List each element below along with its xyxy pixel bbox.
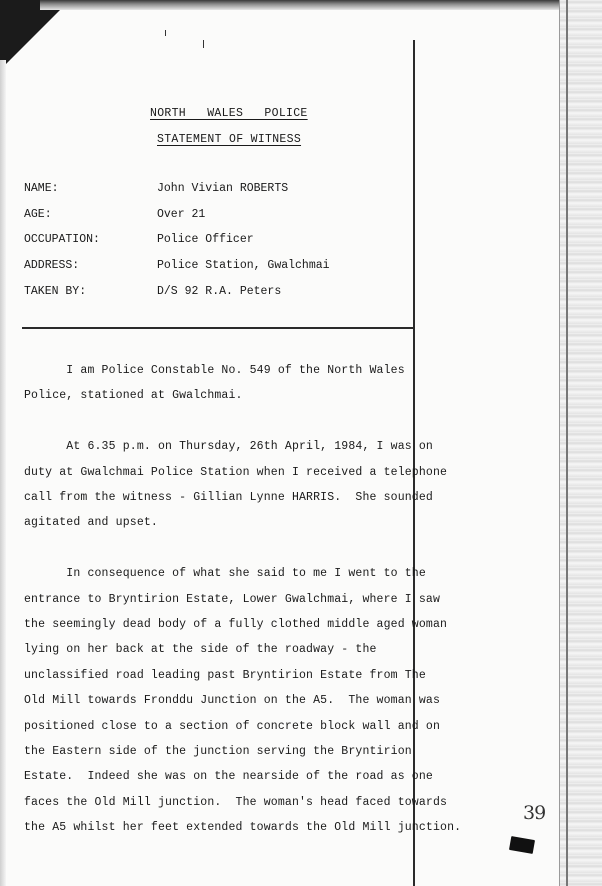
occupation-value: Police Officer	[157, 233, 254, 246]
statement-line: Old Mill towards Fronddu Junction on the A5. The woman was	[24, 694, 441, 707]
statement-line: At 6.35 p.m. on Thursday, 26th April, 1984, I was on	[24, 440, 433, 453]
scan-shadow-left	[0, 60, 6, 886]
statement-line: entrance to Bryntirion Estate, Lower Gwalchmai, where I saw	[24, 593, 441, 606]
statement-line: faces the Old Mill junction. The woman's head faced towards	[24, 796, 448, 809]
statement-line: positioned close to a section of concrete block wall and on	[24, 720, 441, 733]
age-label: AGE:	[24, 208, 52, 221]
taken-by-value: D/S 92 R.A. Peters	[157, 285, 282, 298]
statement-line: the Eastern side of the junction serving the Bryntirion	[24, 745, 412, 758]
statement-line: the seemingly dead body of a fully clothed middle aged woman	[24, 618, 448, 631]
header-separator-rule	[22, 327, 415, 329]
scan-shadow-top	[40, 0, 602, 10]
statement-line: the A5 whilst her feet extended towards the Old Mill junction.	[24, 821, 462, 834]
age-value: Over 21	[157, 208, 206, 221]
occupation-label: OCCUPATION:	[24, 233, 100, 246]
scan-mark	[165, 30, 166, 36]
force-heading: NORTH WALES POLICE	[150, 107, 308, 120]
margin-rule	[413, 40, 415, 886]
ink-stamp-mark	[509, 836, 535, 854]
statement-line: lying on her back at the side of the roadway - the	[24, 643, 377, 656]
statement-line: I am Police Constable No. 549 of the North Wales	[24, 364, 405, 377]
statement-line: unclassified road leading past Bryntirion Estate from The	[24, 669, 426, 682]
statement-line: call from the witness - Gillian Lynne HARRIS. She sounded	[24, 491, 433, 504]
statement-line: duty at Gwalchmai Police Station when I received a telephone	[24, 466, 448, 479]
address-value: Police Station, Gwalchmai	[157, 259, 330, 272]
statement-title: STATEMENT OF WITNESS	[157, 133, 302, 146]
statement-line: Police, stationed at Gwalchmai.	[24, 389, 243, 402]
page-number: 39	[523, 802, 546, 824]
scan-shadow-corner	[0, 0, 70, 70]
statement-line: Estate. Indeed she was on the nearside of the road as one	[24, 770, 433, 783]
statement-line: agitated and upset.	[24, 516, 158, 529]
name-value: John Vivian ROBERTS	[157, 182, 289, 195]
scan-mark	[203, 40, 204, 48]
page-edge-line	[566, 0, 568, 886]
statement-line: In consequence of what she said to me I went to the	[24, 567, 426, 580]
taken-by-label: TAKEN BY:	[24, 285, 87, 298]
address-label: ADDRESS:	[24, 259, 80, 272]
name-label: NAME:	[24, 182, 59, 195]
